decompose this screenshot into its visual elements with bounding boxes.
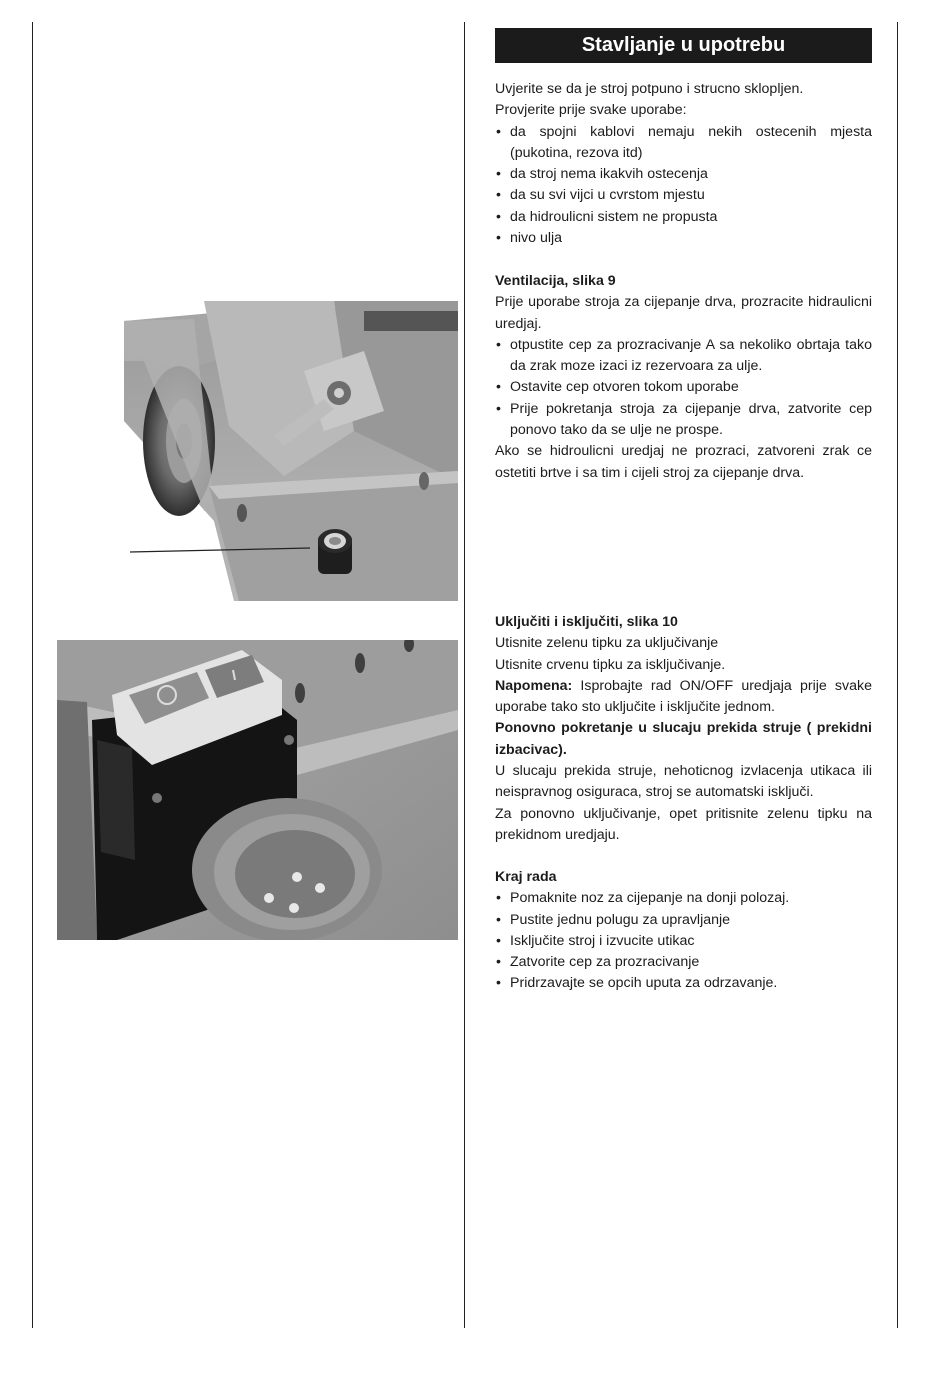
check-list [495, 122, 872, 250]
list-item: • Pridrzavajte se opcih uputa za odrzavanje. [495, 973, 872, 994]
restart-paragraph: U slucaju prekida struje, nehoticnog izvlacenja utikaca ili neispravnog osiguraca, stroj se automatski isključi. [495, 763, 872, 801]
figure-9-photo [124, 301, 458, 601]
list-item: • otpustite cep za prozracivanje A sa nekoliko obrtaja tako da zrak moze izaci iz rezervoara za ulje. [495, 335, 872, 378]
restart-instruction: Za ponovno uključivanje, opet pritisnite zelenu tipku na prekidnom uredjaju. [495, 805, 872, 843]
end-section [495, 867, 872, 995]
list-item: • da stroj nema ikakvih ostecenja [495, 164, 872, 185]
list-item: • Ostavite cep otvoren tokom uporabe [495, 377, 872, 398]
note-text: Isprobajte rad ON/OFF uredjaja prije svake uporabe tako sto uključite i isključite jednom. [495, 677, 872, 716]
ventilation-section [495, 271, 872, 484]
check-prompt: Provjerite prije svake uporabe: [495, 102, 687, 119]
figure-10-photo [57, 640, 458, 940]
switch-section [495, 612, 872, 846]
switch-on-text: Utisnite zelenu tipku za uključivanje [495, 635, 719, 652]
intro-paragraph: Uvjerite se da je stroj potpuno i strucno sklopljen. [495, 81, 804, 97]
list-item: • Zatvorite cep za prozracivanje [495, 952, 872, 973]
list-item: • da su svi vijci u cvrstom mjestu [495, 185, 872, 206]
switch-heading: Uključiti i isključiti, slika 10 [495, 614, 678, 630]
list-item: • nivo ulja [495, 228, 872, 249]
end-list [495, 888, 872, 994]
ventilation-warning: Ako se hidroulicni uredjaj ne prozraci, zatvoreni zrak ce ostetiti brtve i sa tim i cijeli stroj za cijepanje drva. [495, 443, 872, 481]
ventilation-list [495, 335, 872, 441]
left-margin-rule [32, 22, 33, 1328]
ventilation-heading: Ventilacija, slika 9 [495, 273, 616, 289]
end-heading: Kraj rada [495, 869, 557, 885]
list-item: • Pustite jednu polugu za upravljanje [495, 910, 872, 931]
ventilation-paragraph: Prije uporabe stroja za cijepanje drva, prozracite hidraulicni uredjaj. [495, 294, 872, 332]
list-item: • Pomaknite noz za cijepanje na donji polozaj. [495, 888, 872, 909]
list-item: • da hidroulicni sistem ne propusta [495, 207, 872, 228]
list-item: • Isključite stroj i izvucite utikac [495, 931, 872, 952]
intro-section [495, 79, 872, 249]
section-title: Stavljanje u upotrebu [495, 28, 872, 63]
list-item: • Prije pokretanja stroja za cijepanje drva, zatvorite cep ponovo tako da se ulje ne prospe. [495, 399, 872, 442]
note-paragraph [495, 676, 872, 719]
restart-heading: Ponovno pokretanje u slucaju prekida struje ( prekidni izbacivac). [495, 720, 872, 758]
column-divider [464, 22, 465, 1328]
switch-off-text: Utisnite crvenu tipku za isključivanje. [495, 656, 726, 673]
list-item: • da spojni kablovi nemaju nekih ostecenih mjesta (pukotina, rezova itd) [495, 122, 872, 165]
note-label: Napomena: [495, 677, 573, 694]
right-margin-rule [897, 22, 898, 1328]
